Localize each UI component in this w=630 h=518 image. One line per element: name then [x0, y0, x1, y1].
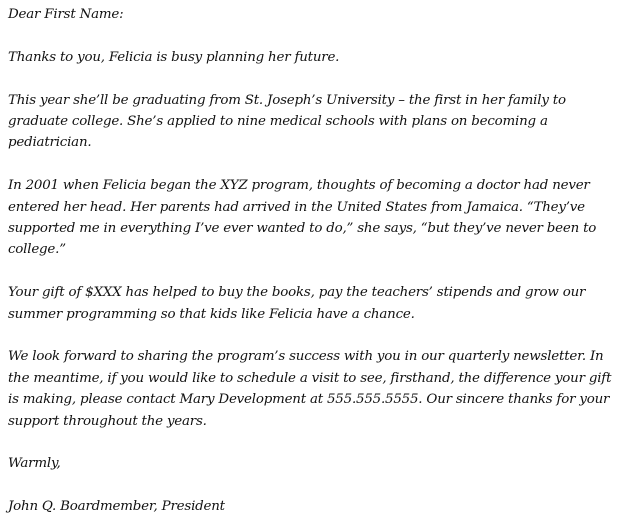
- salutation: Dear First Name:: [8, 7, 124, 22]
- paragraph-gift-impact: Your gift of $XXX has helped to buy the books, pay the teachers’ stipends and grow our summer programming so that kids like Felicia have a chance.: [8, 285, 586, 322]
- letter-body: [8, 4, 620, 518]
- paragraph-graduation: This year she’ll be graduating from St. Joseph’s University – the first in her family to graduate college. She’s applied to nine medical schools with plans on becoming a pediatrician.: [8, 92, 566, 151]
- paragraph-contact: We look forward to sharing the program’s success with you in our quarterly newsletter. In the meantime, if you would like to schedule a visit to see, firsthand, the difference your gift is making, please contact Mary Development at 555.555.5555. Our sincere thanks for your support throughout the years.: [8, 349, 612, 429]
- paragraph-background: In 2001 when Felicia began the XYZ program, thoughts of becoming a doctor had never entered her head. Her parents had arrived in the United States from Jamaica. “They’ve supported me in everything I’ve ever wanted to do,” she says, “but they’ve never been to college.”: [8, 178, 597, 258]
- closing: Warmly,: [8, 456, 61, 472]
- signature: John Q. Boardmember, President: [8, 499, 225, 515]
- paragraph-thanks: Thanks to you, Felicia is busy planning her future.: [8, 49, 340, 65]
